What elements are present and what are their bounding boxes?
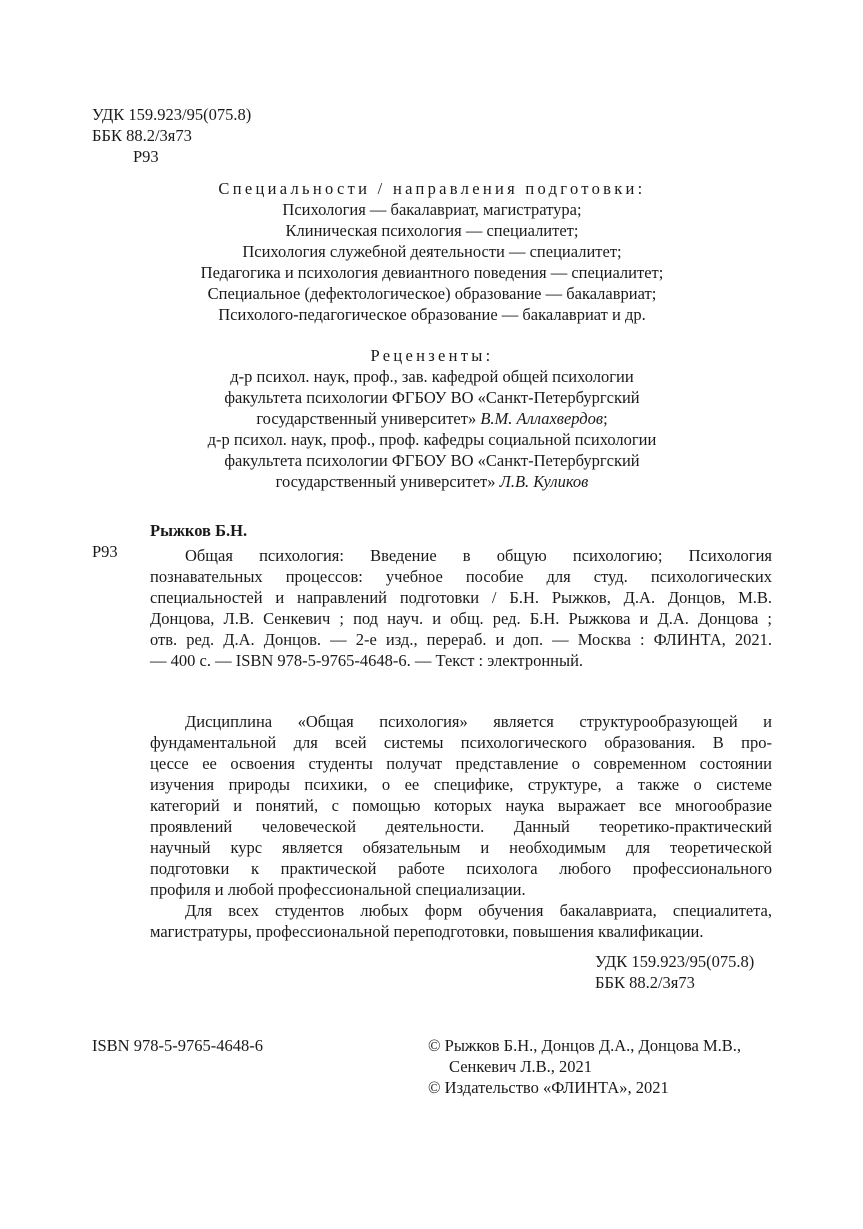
reviewer-1-line: д-р психол. наук, проф., зав. кафедрой общей психологии — [230, 367, 634, 386]
annotation-line: подготовки к практической работе психолога любого профессионального — [150, 859, 772, 878]
annotation-line: профиля и любой профессиональной специализации. — [150, 880, 526, 899]
annotation-line: проявлений человеческой деятельности. Данный теоретико-практический — [150, 817, 772, 836]
reviewer-2-line: факультета психологии ФГБОУ ВО «Санкт-Петербургский — [224, 451, 640, 470]
copyright-publisher: © Издательство «ФЛИНТА», 2021 — [428, 1078, 669, 1097]
udk-code-bottom: УДК 159.923/95(075.8) — [595, 952, 755, 971]
udk-code: УДК 159.923/95(075.8) — [92, 105, 252, 124]
bibliography-line: познавательных процессов: учебное пособие для студ. психологических — [150, 567, 772, 586]
annotation-line: магистратуры, профессиональной переподготовки, повышения квалификации. — [150, 922, 704, 941]
reviewers-title: Рецензенты: — [370, 346, 494, 365]
specialties-title: Специальности / направления подготовки: — [218, 179, 646, 198]
annotation-line: Для всех студентов любых форм обучения бакалавриата, специалитета, — [185, 901, 772, 920]
bibliography-author: Рыжков Б.Н. — [150, 521, 248, 540]
bbk-code: ББК 88.2/3я73 — [92, 126, 192, 145]
annotation-line: категорий и понятий, с помощью которых наука выражает все многообразие — [150, 796, 772, 815]
reviewer-1-affiliation: государственный университет» — [256, 409, 477, 428]
specialty-item: Психология — бакалавриат, магистратура; — [282, 200, 582, 219]
bibliography-line: Общая психология: Введение в общую психологию; Психология — [185, 546, 772, 565]
specialty-item: Психолого-педагогическое образование — бакалавриат и др. — [218, 305, 646, 324]
bibliography-margin-mark: Р93 — [92, 542, 118, 561]
bibliography-record — [150, 545, 772, 671]
reviewer-1-name: В.М. Аллахвердов — [480, 409, 604, 428]
annotation-line: изучения природы психики, о ее специфике, структуре, а также о системе — [150, 775, 772, 794]
author-mark: Р93 — [133, 147, 159, 166]
reviewer-2-name: Л.В. Куликов — [499, 472, 589, 491]
copyright-authors-cont: Сенкевич Л.В., 2021 — [449, 1057, 593, 1076]
reviewer-2-affiliation: государственный университет» — [275, 472, 496, 491]
annotation-line: фундаментальной для всей системы психологического образования. В про- — [150, 733, 772, 752]
annotation — [150, 711, 772, 942]
isbn: ISBN 978-5-9765-4648-6 — [92, 1036, 263, 1055]
reviewer-2-line — [100, 471, 764, 492]
bibliography-line: отв. ред. Д.А. Донцов. — 2-е изд., перераб. и доп. — Москва : ФЛИНТА, 2021. — [150, 630, 772, 649]
reviewer-1-end: ; — [603, 409, 608, 428]
bibliography-line: специальностей и направлений подготовки / Б.Н. Рыжков, Д.А. Донцов, М.В. — [150, 588, 772, 607]
specialties-block — [100, 178, 764, 325]
specialty-item: Педагогика и психология девиантного поведения — специалитет; — [200, 263, 664, 282]
reviewers-block — [100, 345, 764, 492]
reviewer-2-line: д-р психол. наук, проф., проф. кафедры социальной психологии — [207, 430, 657, 449]
bibliography-line: Донцова, Л.В. Сенкевич ; под науч. и общ. ред. Б.Н. Рыжкова и Д.А. Донцова ; — [150, 609, 772, 628]
specialty-item: Специальное (дефектологическое) образование — бакалавриат; — [207, 284, 657, 303]
annotation-line: цессе ее освоения студенты получат представление о современном состоянии — [150, 754, 772, 773]
reviewer-1-line: факультета психологии ФГБОУ ВО «Санкт-Петербургский — [224, 388, 640, 407]
specialty-item: Психология служебной деятельности — специалитет; — [242, 242, 622, 261]
bbk-code-bottom: ББК 88.2/3я73 — [595, 973, 695, 992]
copyright-authors: © Рыжков Б.Н., Донцов Д.А., Донцова М.В., — [428, 1036, 742, 1055]
specialty-item: Клиническая психология — специалитет; — [285, 221, 579, 240]
reviewer-1-line — [100, 408, 764, 429]
annotation-line: Дисциплина «Общая психология» является структурообразующей и — [185, 712, 772, 731]
annotation-line: научный курс является обязательным и необходимым для теоретической — [150, 838, 772, 857]
bibliography-line: — 400 с. — ISBN 978-5-9765-4648-6. — Текст : электронный. — [150, 651, 584, 670]
